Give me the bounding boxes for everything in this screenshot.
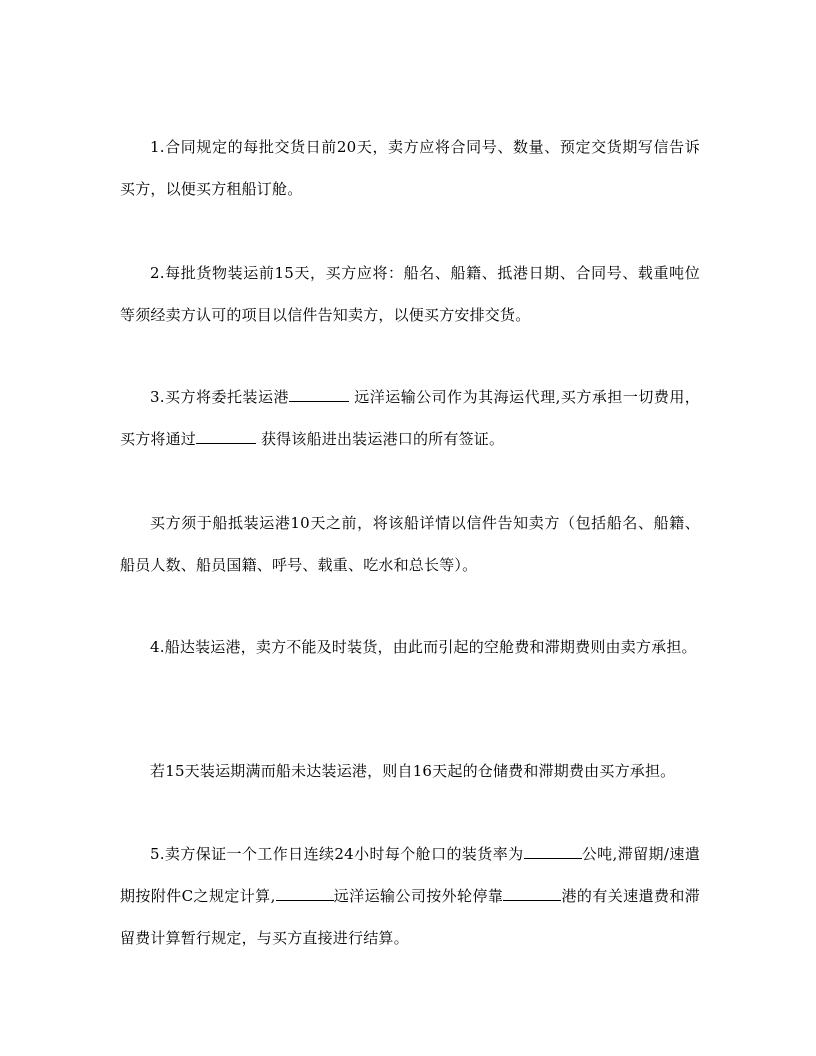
clause-5-text-d: 港的有关速遣费和滞留费计算暂行规定，与买方直接进行结算。: [120, 887, 700, 947]
clause-5-text-b: 公吨,滞留期/速遣期按附件C之规定计算,: [120, 845, 700, 905]
clause-3-text-c: 获得该船进出装运港口的所有签证。: [256, 430, 505, 448]
clause-3-text-b: 远洋运输公司作为其海运代理,买方承担一切费用，买方将通过: [120, 388, 701, 448]
clause-4-paragraph: 4.船达装运港，卖方不能及时装货，由此而引起的空舱费和滞期费则由卖方承担。: [150, 638, 697, 656]
port-blank: [289, 387, 349, 402]
clause-3-text-a: 3.买方将委托装运港: [150, 388, 289, 406]
berth-port-blank: [503, 886, 561, 901]
clause-1-paragraph: 1.合同规定的每批交货日前20天，卖方应将合同号、数量、预定交货期写信告诉买方，以便买方租船订舱。: [120, 138, 700, 198]
shipping-company-blank: [276, 886, 334, 901]
agent-blank: [196, 429, 256, 444]
clause-3-paragraph: [120, 376, 700, 460]
clause-2-paragraph: 2.每批货物装运前15天，买方应将：船名、船籍、抵港日期、合同号、载重吨位等须经卖方认可的项目以信件告知卖方，以便买方安排交货。: [120, 264, 700, 324]
vessel-notice-paragraph: 买方须于船抵装运港10天之前，将该船详情以信件告知卖方（包括船名、船籍、船员人数、船员国籍、呼号、载重、吃水和总长等）。: [120, 514, 700, 574]
storage-fee-paragraph: 若15天装运期满而船未达装运港，则自16天起的仓储费和滞期费由买方承担。: [150, 762, 676, 780]
clause-5-paragraph: [120, 833, 700, 959]
loading-rate-blank: [524, 844, 582, 859]
clause-5-text-a: 5.卖方保证一个工作日连续24小时每个舱口的装货率为: [150, 845, 524, 863]
clause-5-text-c: 远洋运输公司按外轮停靠: [333, 887, 504, 905]
